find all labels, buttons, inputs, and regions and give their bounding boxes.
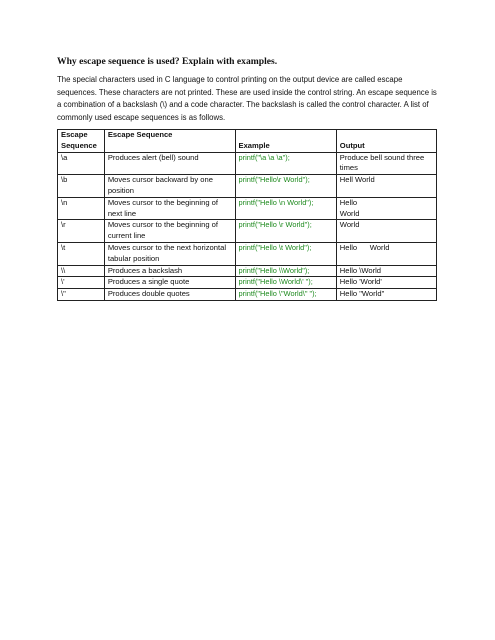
row-description: Moves cursor to the beginning of next line xyxy=(104,197,235,220)
row-description: Produces a backslash xyxy=(104,265,235,277)
row-example: printf("Hello \t World"); xyxy=(235,242,336,265)
table-row xyxy=(58,277,437,289)
row-sequence: \t xyxy=(58,242,105,265)
header-example: Example xyxy=(235,130,336,153)
row-example: printf("Hello \n World"); xyxy=(235,197,336,220)
row-output: Hello World xyxy=(336,197,436,220)
row-example: printf("Hello \r World"); xyxy=(235,220,336,243)
row-example: printf("Hello\r World"); xyxy=(235,175,336,198)
table-row xyxy=(58,242,437,265)
table-row xyxy=(58,220,437,243)
row-sequence: \b xyxy=(58,175,105,198)
row-output: Hello \World xyxy=(336,265,436,277)
row-output: Hello 'World' xyxy=(336,277,436,289)
row-sequence: \r xyxy=(58,220,105,243)
table-row xyxy=(58,289,437,301)
header-escape-sequence: Escape Sequence xyxy=(58,130,105,153)
row-sequence: \n xyxy=(58,197,105,220)
row-sequence: \a xyxy=(58,152,105,175)
row-example: printf("Hello \"World\" "); xyxy=(235,289,336,301)
escape-sequence-table xyxy=(57,129,437,301)
row-description: Produces a single quote xyxy=(104,277,235,289)
row-description: Moves cursor backward by one position xyxy=(104,175,235,198)
row-output: Hell World xyxy=(336,175,436,198)
row-description: Produces alert (bell) sound xyxy=(104,152,235,175)
table-row xyxy=(58,175,437,198)
row-description: Moves cursor to the beginning of current line xyxy=(104,220,235,243)
row-example: printf("Hello \\World"); xyxy=(235,265,336,277)
intro-paragraph: The special characters used in C language to control printing on the output device are called escape sequences. These characters are not printed. These are used inside the control string. An escape sequence is a combination of a backslash (\) and a code character. The backslash is called the control character. A list of commonly used escape sequences is as follows. xyxy=(57,75,437,122)
row-sequence: \\ xyxy=(58,265,105,277)
table-header-row xyxy=(58,130,437,153)
row-output: World xyxy=(336,220,436,243)
row-description: Produces double quotes xyxy=(104,289,235,301)
header-output: Output xyxy=(336,130,436,153)
row-output: Hello "World" xyxy=(336,289,436,301)
row-sequence: \' xyxy=(58,277,105,289)
table-row xyxy=(58,197,437,220)
row-description: Moves cursor to the next horizontal tabular position xyxy=(104,242,235,265)
table-row xyxy=(58,265,437,277)
row-sequence: \" xyxy=(58,289,105,301)
row-output: Hello World xyxy=(336,242,436,265)
row-example: printf("\a \a \a"); xyxy=(235,152,336,175)
row-output: Produce bell sound three times xyxy=(336,152,436,175)
document-heading: Why escape sequence is used? Explain with examples. xyxy=(57,56,278,67)
row-example: printf("Hello \World\' "); xyxy=(235,277,336,289)
header-description: Escape Sequence xyxy=(104,130,235,153)
table-row xyxy=(58,152,437,175)
